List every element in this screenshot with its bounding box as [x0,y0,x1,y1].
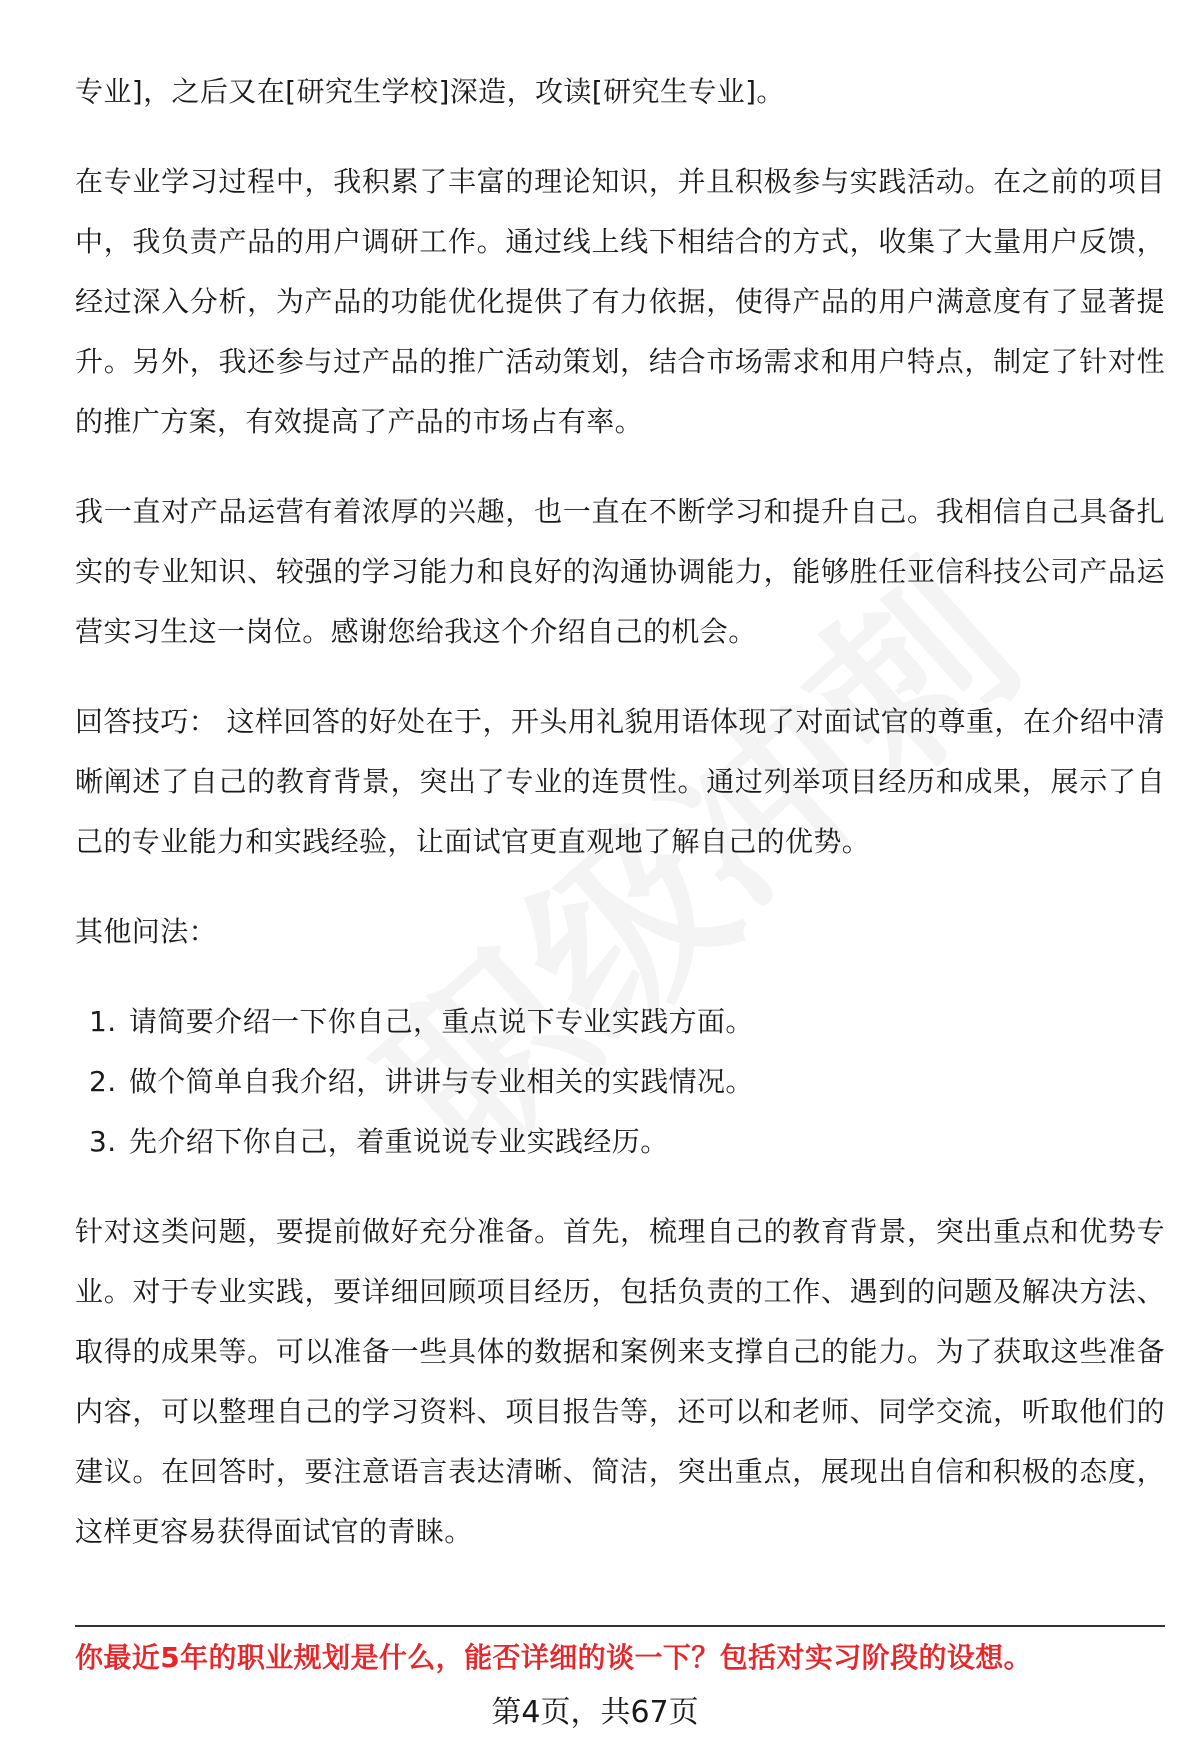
list-item [75,1052,1165,1112]
page-number: 第4页，共67页 [491,1695,699,1730]
paragraph-experience: 在专业学习过程中，我积累了丰富的理论知识，并且积极参与实践活动。在之前的项目中，我负责产品的用户调研工作。通过线上线下相结合的方式，收集了大量用户反馈，经过深入分析，为产品的功能优化提供了有力依据，使得产品的用户满意度有了显著提升。另外，我还参与过产品的推广活动策划，结合市场需求和用户特点，制定了针对性的推广方案，有效提高了产品的市场占有率。 [75,165,1165,438]
list-item-text: 做个简单自我介绍，讲讲与专业相关的实践情况。 [129,1065,754,1098]
list-item-text: 请简要介绍一下你自己，重点说下专业实践方面。 [129,1005,754,1038]
list-item-number: 1. [89,1005,117,1038]
list-item-text: 先介绍下你自己，着重说说专业实践经历。 [129,1125,669,1158]
paragraph-other-questions-heading: 其他问法： [75,915,218,948]
list-item [75,992,1165,1052]
list-item-number: 3. [89,1125,117,1158]
paragraph-motivation: 我一直对产品运营有着浓厚的兴趣，也一直在不断学习和提升自己。我相信自己具备扎实的专业知识、较强的学习能力和良好的沟通协调能力，能够胜任亚信科技公司产品运营实习生这一岗位。感谢您给我这个介绍自己的机会。 [75,495,1165,648]
paragraph-intro-continued: 专业]，之后又在[研究生学校]深造，攻读[研究生专业]。 [75,75,785,108]
next-question-heading: 你最近5年的职业规划是什么，能否详细的谈一下？包括对实习阶段的设想。 [75,1641,1033,1674]
list-item [75,1112,1165,1172]
list-item-number: 2. [89,1065,117,1098]
paragraph-preparation-advice: 针对这类问题，要提前做好充分准备。首先，梳理自己的教育背景，突出重点和优势专业。对于专业实践，要详细回顾项目经历，包括负责的工作、遇到的问题及解决方法、取得的成果等。可以准备一些具体的数据和案例来支撑自己的能力。为了获取这些准备内容，可以整理自己的学习资料、项目报告等，还可以和老师、同学交流，听取他们的建议。在回答时，要注意语言表达清晰、简洁，突出重点，展现出自信和积极的态度，这样更容易获得面试官的青睐。 [75,1215,1165,1548]
alt-questions-list [75,992,1165,1172]
section-divider [75,1625,1165,1627]
page-content [75,62,1165,1592]
paragraph-answer-tips: 回答技巧： 这样回答的好处在于，开头用礼貌用语体现了对面试官的尊重，在介绍中清晰阐述了自己的教育背景，突出了专业的连贯性。通过列举项目经历和成果，展示了自己的专业能力和实践经验，让面试官更直观地了解自己的优势。 [75,705,1165,858]
